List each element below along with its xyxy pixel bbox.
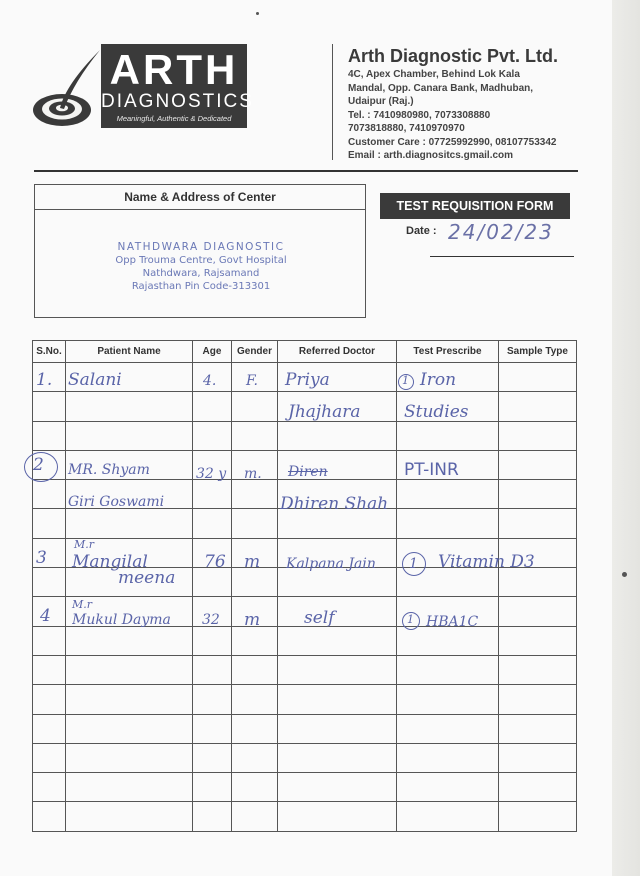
date-underline [430, 256, 574, 257]
table-cell[interactable] [33, 714, 66, 743]
table-cell[interactable] [232, 773, 278, 802]
entry-1-doctor: Priya [285, 370, 330, 390]
entry-1-test: Iron [420, 370, 457, 390]
table-cell[interactable] [66, 773, 193, 802]
table-cell[interactable] [397, 655, 499, 684]
table-cell[interactable] [397, 802, 499, 831]
table-cell[interactable] [278, 655, 397, 684]
table-cell[interactable] [66, 509, 193, 538]
header-age: Age [193, 341, 232, 363]
table-cell[interactable] [193, 743, 232, 772]
table-cell[interactable] [499, 509, 577, 538]
stamp-line: Rajasthan Pin Code-313301 [131, 281, 271, 292]
table-body [33, 363, 577, 832]
table-cell[interactable] [66, 626, 193, 655]
table-cell[interactable] [232, 626, 278, 655]
entry-1-gender: F. [246, 373, 258, 389]
table-cell[interactable] [33, 509, 66, 538]
table-cell[interactable] [397, 626, 499, 655]
entry-1-age: 4. [203, 373, 217, 389]
table-cell[interactable] [499, 773, 577, 802]
table-row [33, 743, 577, 772]
brand-logo [101, 44, 254, 128]
brand-name: ARTH [109, 46, 239, 93]
table-cell[interactable] [397, 743, 499, 772]
table-cell[interactable] [33, 655, 66, 684]
address-line: 4C, Apex Chamber, Behind Lok Kala [348, 69, 520, 80]
stamp-line: Opp Trouma Centre, Govt Hospital [115, 255, 287, 266]
center-stamp [101, 241, 301, 293]
address-line: Udaipur (Raj.) [348, 96, 414, 107]
table-cell[interactable] [278, 743, 397, 772]
entry-3-sno: 3 [36, 548, 47, 568]
entry-3-test: Vitamin D3 [438, 552, 535, 572]
header-sno: S.No. [33, 341, 66, 363]
table-row [33, 714, 577, 743]
table-cell[interactable] [193, 509, 232, 538]
entry-4-name: Mukul Dayma [72, 612, 171, 628]
table-cell[interactable] [499, 743, 577, 772]
entry-3-test-num: 1 [409, 556, 418, 572]
table-cell[interactable] [397, 421, 499, 450]
email-line: Email : arth.diagnositcs.gmail.com [348, 150, 514, 161]
entry-3-gender: m [244, 552, 261, 572]
table-cell[interactable] [66, 685, 193, 714]
entry-3-age: 76 [204, 552, 226, 572]
table-cell[interactable] [66, 421, 193, 450]
table-cell[interactable] [232, 480, 278, 509]
table-cell[interactable] [278, 714, 397, 743]
entry-2-name: MR. Shyam [68, 462, 150, 478]
entry-1-doctor: Jhajhara [288, 402, 361, 422]
table-cell[interactable] [193, 685, 232, 714]
table-cell[interactable] [33, 421, 66, 450]
entry-1-test: Studies [404, 402, 469, 422]
table-cell[interactable] [232, 714, 278, 743]
table-cell[interactable] [499, 421, 577, 450]
table-header-row [33, 341, 577, 363]
table-cell[interactable] [33, 743, 66, 772]
table-cell[interactable] [397, 480, 499, 509]
table-cell[interactable] [278, 626, 397, 655]
company-name: Arth Diagnostic Pvt. Ltd. [348, 46, 559, 66]
table-cell[interactable] [232, 392, 278, 421]
entry-2-sno: 2 [33, 455, 44, 475]
table-cell[interactable] [193, 480, 232, 509]
table-cell[interactable] [278, 685, 397, 714]
company-info [348, 44, 598, 163]
table-cell[interactable] [232, 655, 278, 684]
target-logo-icon [30, 48, 102, 130]
table-cell[interactable] [193, 626, 232, 655]
entry-2-name: Giri Goswami [68, 494, 165, 510]
table-cell[interactable] [232, 685, 278, 714]
table-cell[interactable] [193, 773, 232, 802]
table-cell[interactable] [499, 626, 577, 655]
table-cell[interactable] [33, 773, 66, 802]
center-address-box [34, 184, 366, 318]
table-cell[interactable] [397, 714, 499, 743]
entry-4-sno: 4 [40, 606, 51, 626]
table-cell[interactable] [193, 714, 232, 743]
table-cell[interactable] [232, 509, 278, 538]
table-cell[interactable] [499, 392, 577, 421]
header-rule [34, 170, 578, 172]
entry-3-doctor: Kalpana Jain [286, 556, 376, 572]
table-cell[interactable] [66, 655, 193, 684]
entry-4-age: 32 [202, 612, 220, 628]
header-sample-type: Sample Type [499, 341, 577, 363]
table-cell[interactable] [193, 421, 232, 450]
header-test-prescribe: Test Prescribe [397, 341, 499, 363]
brand-sub: DIAGNOSTICS [101, 91, 254, 112]
table-cell[interactable] [33, 626, 66, 655]
table-row [33, 802, 577, 831]
paper-speck [622, 572, 627, 577]
table-cell[interactable] [278, 597, 397, 626]
entry-4-doctor: self [304, 608, 335, 628]
table-cell[interactable] [499, 450, 577, 479]
entry-4-test: HBA1C [426, 614, 479, 630]
table-cell[interactable] [33, 685, 66, 714]
entry-4-prefix: M.r [72, 598, 93, 611]
date-value[interactable]: 24/02/23 [448, 220, 554, 244]
table-cell[interactable] [232, 743, 278, 772]
entry-3-name: meena [118, 568, 176, 588]
table-cell[interactable] [499, 480, 577, 509]
table-cell[interactable] [397, 509, 499, 538]
table-cell[interactable] [499, 363, 577, 392]
table-row [33, 685, 577, 714]
table-cell[interactable] [66, 802, 193, 831]
entry-2-gender: m. [244, 466, 262, 482]
table-cell[interactable] [33, 568, 66, 597]
entry-2-age: 32 y [196, 466, 227, 482]
table-cell[interactable] [193, 392, 232, 421]
table-cell[interactable] [33, 480, 66, 509]
table-cell[interactable] [278, 802, 397, 831]
table-cell[interactable] [33, 802, 66, 831]
table-cell[interactable] [499, 802, 577, 831]
entry-2-doctor: Dhiren Shah [280, 494, 389, 514]
table-cell[interactable] [232, 421, 278, 450]
table-cell[interactable] [499, 714, 577, 743]
table-cell[interactable] [499, 685, 577, 714]
entry-2-test: PT-INR [404, 460, 459, 480]
form-title: TEST REQUISITION FORM [380, 193, 570, 219]
table-cell[interactable] [193, 655, 232, 684]
brand-tagline: Meaningful, Authentic & Dedicated [116, 114, 232, 123]
header-gender: Gender [232, 341, 278, 363]
table-cell[interactable] [397, 773, 499, 802]
entry-2-doctor-struck: Diren [288, 464, 328, 480]
telephone-line: Tel. : 7410980980, 7073308880 [348, 109, 491, 121]
table-cell[interactable] [193, 802, 232, 831]
entry-4-test-num: 1 [407, 613, 414, 626]
entry-1-sno: 1. [36, 370, 53, 390]
table-cell[interactable] [66, 743, 193, 772]
stamp-line: Nathdwara, Rajsamand [142, 268, 260, 279]
header-patient-name: Patient Name [66, 341, 193, 363]
entry-4-gender: m [244, 610, 261, 630]
entry-3-name: Mangilal [72, 552, 148, 572]
table-cell[interactable] [232, 802, 278, 831]
customer-care-line: Customer Care : 07725992990, 08107753342 [348, 136, 557, 148]
table-row [33, 626, 577, 655]
paper-speck [256, 12, 259, 15]
entry-1-test-num: 1 [402, 374, 409, 387]
center-heading: Name & Address of Center [35, 185, 365, 210]
address-line: Mandal, Opp. Canara Bank, Madhuban, [348, 82, 534, 94]
table-cell[interactable] [66, 714, 193, 743]
table-cell[interactable] [499, 655, 577, 684]
table-cell[interactable] [66, 392, 193, 421]
page-edge [612, 0, 640, 876]
table-row [33, 655, 577, 684]
entry-1-name: Salani [68, 370, 122, 390]
stamp-line: NATHDWARA DIAGNOSTIC [117, 241, 285, 253]
table-cell[interactable] [278, 773, 397, 802]
table-cell[interactable] [499, 597, 577, 626]
entry-3-prefix: M.r [74, 538, 95, 551]
date-label: Date : [406, 225, 437, 237]
table-row [33, 421, 577, 450]
table-cell[interactable] [33, 392, 66, 421]
header-referred-doctor: Referred Doctor [278, 341, 397, 363]
telephone-line: 7073818880, 7410970970 [348, 123, 465, 134]
table-row [33, 773, 577, 802]
header-divider [332, 44, 333, 160]
table-cell[interactable] [397, 685, 499, 714]
table-cell[interactable] [278, 421, 397, 450]
